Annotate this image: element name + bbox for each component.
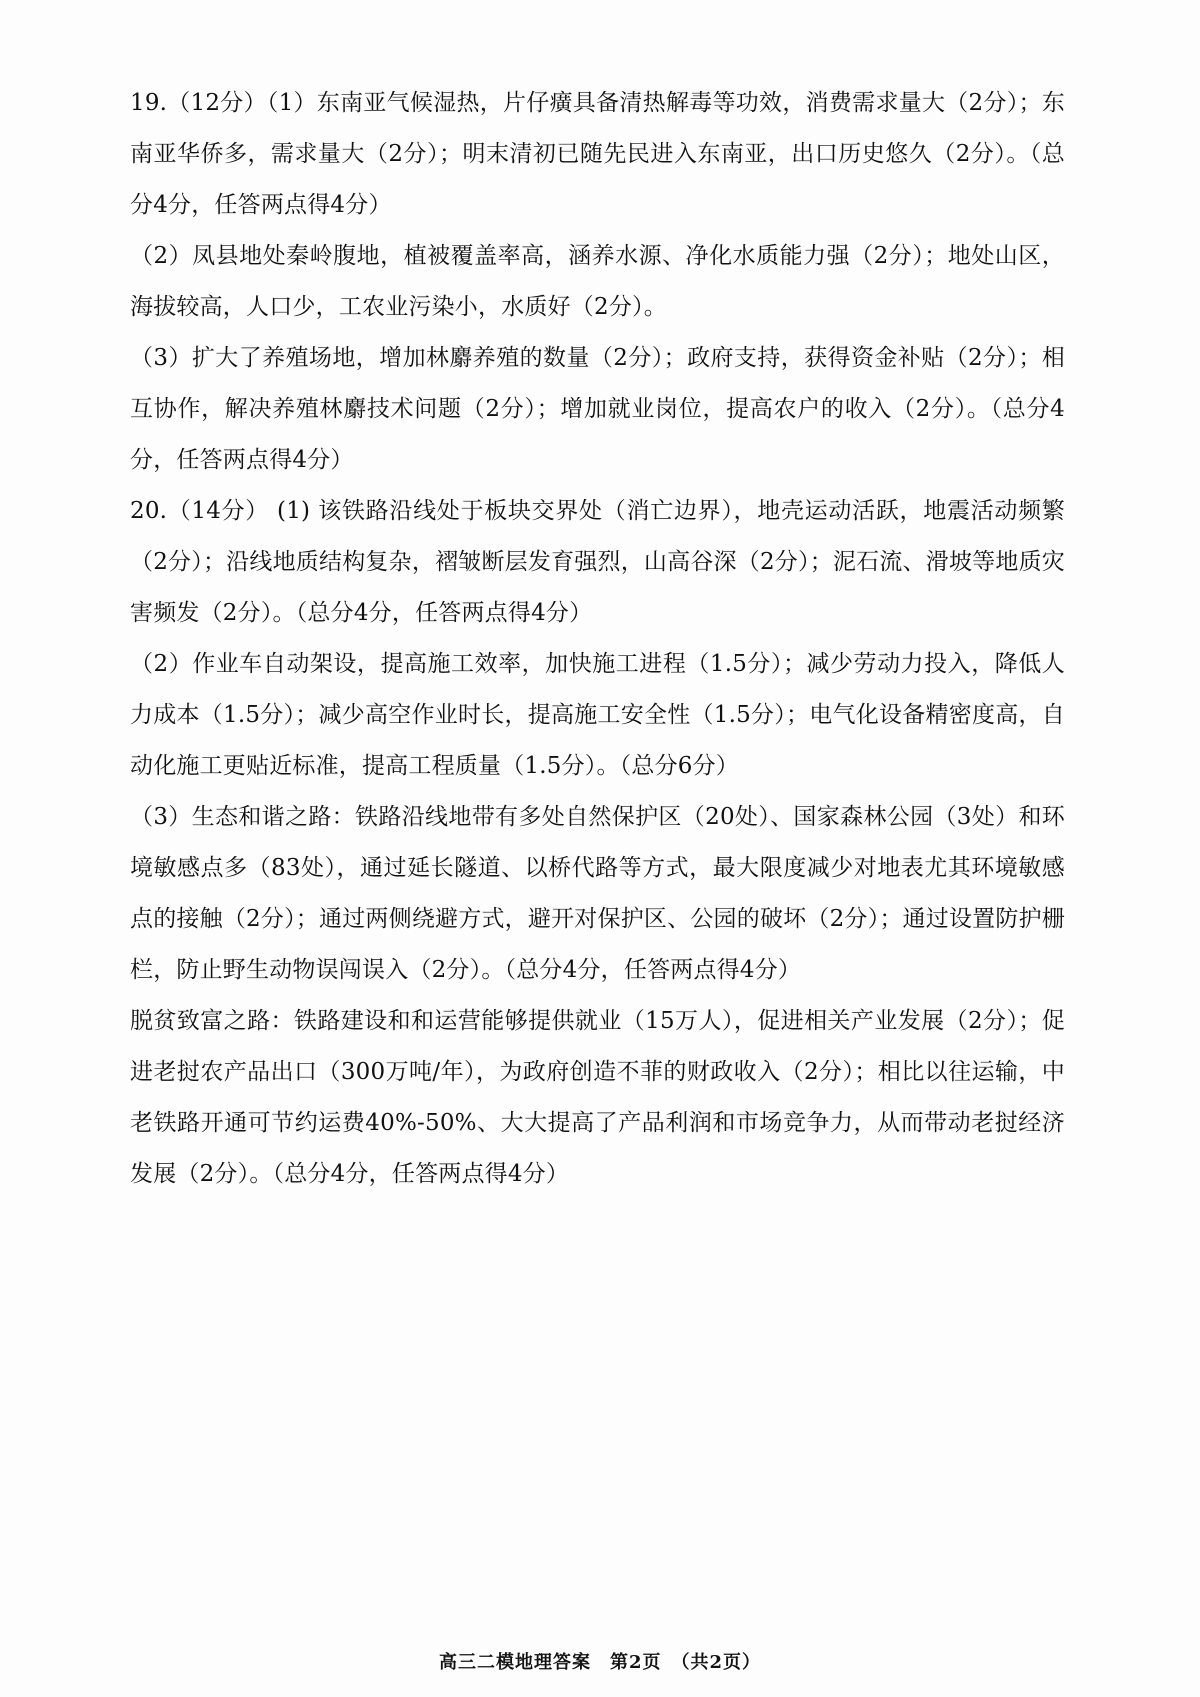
answer-content: [130, 78, 1065, 1200]
answer-20-part-2: （2）作业车自动架设，提高施工效率，加快施工进程（1.5分）；减少劳动力投入，降低人力成本（1.5分）；减少高空作业时长，提高施工安全性（1.5分）；电气化设备精密度高，自动化施工更贴近标准，提高工程质量（1.5分）。（总分6分）: [130, 651, 1065, 779]
answer-20-part-1: 20.（14分） (1) 该铁路沿线处于板块交界处（消亡边界），地壳运动活跃，地震活动频繁（2分）；沿线地质结构复杂，褶皱断层发育强烈，山高谷深（2分）；泥石流、滑坡等地质灾害频发（2分）。（总分4分，任答两点得4分）: [130, 498, 1065, 626]
answer-20-part-3-poverty: 脱贫致富之路：铁路建设和和运营能够提供就业（15万人），促进相关产业发展（2分）；促进老挝农产品出口（300万吨/年），为政府创造不菲的财政收入（2分）；相比以往运输，中老铁路开通可节约运费40%-50%、大大提高了产品利润和市场竞争力，从而带动老挝经济发展（2分）。（总分4分，任答两点得4分）: [130, 1008, 1065, 1187]
page-footer: 高三二模地理答案 第2页 （共2页）: [438, 1652, 762, 1673]
answer-19-part-3: （3）扩大了养殖场地，增加林麝养殖的数量（2分）；政府支持，获得资金补贴（2分）；相互协作，解决养殖林麝技术问题（2分）；增加就业岗位，提高农户的收入（2分）。（总分4分，任答两点得4分）: [130, 345, 1065, 473]
answer-19-part-2: （2）凤县地处秦岭腹地，植被覆盖率高，涵养水源、净化水质能力强（2分）；地处山区，海拔较高，人口少，工农业污染小，水质好（2分）。: [130, 243, 1065, 320]
answer-19-part-1: 19.（12分）（1）东南亚气候湿热，片仔癀具备清热解毒等功效，消费需求量大（2分）；东南亚华侨多，需求量大（2分）；明末清初已随先民进入东南亚，出口历史悠久（2分）。（总分4分，任答两点得4分）: [130, 90, 1065, 218]
answer-20-part-3-ecology: （3）生态和谐之路：铁路沿线地带有多处自然保护区（20处）、国家森林公园（3处）和环境敏感点多（83处），通过延长隧道、以桥代路等方式，最大限度减少对地表尤其环境敏感点的接触（2分）；通过两侧绕避方式，避开对保护区、公园的破坏（2分）；通过设置防护栅栏，防止野生动物误闯误入（2分）。（总分4分，任答两点得4分）: [130, 804, 1065, 983]
